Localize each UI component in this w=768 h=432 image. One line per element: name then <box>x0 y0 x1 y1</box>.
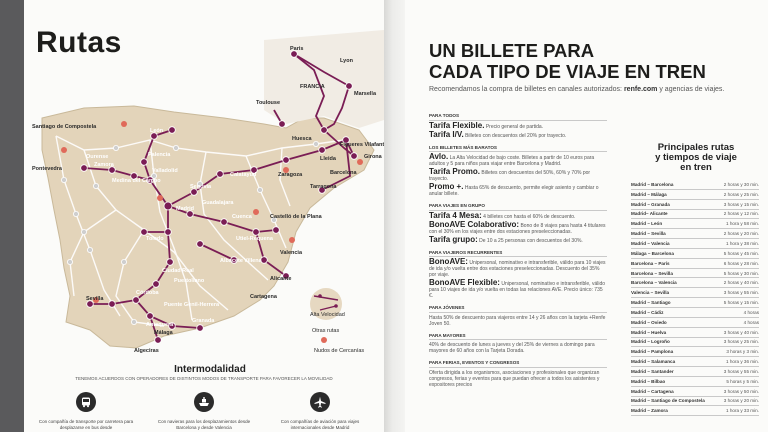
fare-item <box>429 184 607 197</box>
routes-table-title <box>633 143 759 173</box>
fare-desc: Unipersonal, nominativo e intransferible, válido para 10 viajes de ida y/o vuelta en todas las relaciones AVE. Precio único: 735 €. <box>429 281 606 299</box>
city-label: Figueres Vilafant <box>340 142 384 148</box>
route-time: 2 horas y 12 min. <box>723 211 759 217</box>
headline <box>429 40 706 82</box>
city-label: Granada <box>192 318 215 324</box>
city-label: Madrid <box>176 206 195 212</box>
route-name: Valencia – Sevilla <box>631 290 670 296</box>
table-row <box>631 278 759 288</box>
routes-table <box>631 180 759 416</box>
fare-item <box>429 259 607 278</box>
route-time: 1 hora y 58 min. <box>726 221 759 227</box>
fare-item <box>429 219 607 235</box>
route-time: 1 hora y 36 min. <box>726 359 759 365</box>
city-label: Guadalajara <box>202 200 234 206</box>
route-name: Madrid – Bilbao <box>631 378 666 384</box>
intro-text <box>429 86 724 93</box>
fare-desc: Hasta 65% de descuento, permite elegir asiento y cambiar o anular billete. <box>429 185 599 197</box>
table-row <box>631 387 759 397</box>
table-row <box>631 357 759 367</box>
table-row <box>631 200 759 210</box>
fare-name: Tarifa 4 Mesa: <box>429 210 482 220</box>
city-label: Albacete <box>220 258 243 264</box>
city-label: Castelló de la Plana <box>270 214 322 220</box>
route-name: Madrid – Cádiz <box>631 309 664 315</box>
city-label: Puente Genil-Herrera <box>164 302 220 308</box>
route-time: 3 horas y 40 min. <box>723 329 759 335</box>
table-row <box>631 308 759 318</box>
table-row <box>631 249 759 259</box>
bus-icon <box>76 392 96 412</box>
table-row <box>631 298 759 308</box>
city-label: Medina del Campo <box>112 178 161 184</box>
route-time: 2 horas y 40 min. <box>723 280 759 286</box>
route-time: 1 hora y 38 min. <box>726 240 759 246</box>
city-label: Ourense <box>86 154 109 160</box>
city-label: Girona <box>364 154 382 160</box>
table-row <box>631 229 759 239</box>
page-title: Rutas <box>36 26 122 59</box>
city-label: Huesca <box>292 136 312 142</box>
intermodal-note: TENEMOS ACUERDOS CON OPERADORES DE DISTINTOS MODOS DE TRANSPORTE PARA FAVORECER LA MOVILIDAD <box>75 376 333 381</box>
plane-icon <box>310 392 330 412</box>
route-time: 5 horas y 15 min. <box>723 300 759 306</box>
city-label: Zaragoza <box>278 172 303 178</box>
headline-line: UN BILLETE PARA <box>429 40 595 61</box>
legend-cercanias: Nudos de Cercanías <box>314 348 365 354</box>
route-time: 6 horas y 28 min. <box>723 260 759 266</box>
table-row <box>631 406 759 416</box>
route-time: 3 horas y 3 min. <box>726 349 759 355</box>
route-name: Madrid – Santiago de Compostela <box>631 398 705 404</box>
table-row <box>631 367 759 377</box>
route-time: 5 horas y 5 min. <box>726 378 759 384</box>
table-row <box>631 288 759 298</box>
table-row <box>631 347 759 357</box>
fare-desc: Unipersonal, nominativo e intransferible, válido para 10 viajes de ida y/o vuelta entre dos estaciones preseleccionadas. Descuento del 35% por viaje. <box>429 260 606 278</box>
fare-name: Avlo. <box>429 152 449 161</box>
section-header: PARA FERIAS, EVENTOS Y CONGRESOS <box>429 360 607 368</box>
route-name: Madrid – Salamanca <box>631 359 676 365</box>
fare-name: Promo +. <box>429 182 464 191</box>
city-label: Tarragona <box>310 184 337 190</box>
ship-caption: Con navieras para los desplazamientos desde Barcelona y desde Valencia <box>157 419 251 430</box>
table-title-line: Principales rutas <box>657 142 735 153</box>
section-header: LOS BILLETES MÁS BARATOS <box>429 145 607 153</box>
fare-name: BonoAVE: <box>429 257 468 266</box>
route-time: 3 horas y 15 min. <box>723 201 759 207</box>
section-text: 40% de descuento de lunes a jueves y del 25% de viernes a domingo para mayores de 60 años con la Tarjeta Dorada. <box>429 342 595 354</box>
table-row <box>631 338 759 348</box>
city-label: Puertollano <box>174 278 205 284</box>
france-area <box>264 30 384 128</box>
city-label: Segovia <box>190 184 212 190</box>
route-time: 2 horas y 20 min. <box>723 231 759 237</box>
route-name: Madrid – Logroño <box>631 339 670 345</box>
fare-desc: Bono de 8 viajes para hasta 4 titulares con el 30% en los viajes entre dos estaciones preseleccionadas. <box>429 222 606 235</box>
right-page <box>405 0 768 432</box>
table-title-line: y tiempos de viaje <box>655 152 737 163</box>
city-label: Ciudad Real <box>162 268 194 274</box>
table-row <box>631 219 759 229</box>
section-header: PARA TODOS <box>429 113 607 121</box>
intro-prefix: Recomendamos la compra de billetes en canales autorizados: <box>429 86 624 93</box>
route-name: Barcelona – Valencia <box>631 280 677 286</box>
section-text: Hasta 50% de descuento para viajeros entre 14 y 26 años con la tarjeta +Renfe Joven 50. <box>429 314 606 327</box>
route-name: Madrid – Valencia <box>631 240 670 246</box>
fare-name: BonoAVE Colaborativo: <box>429 219 520 229</box>
route-time: 3 horas y 55 min. <box>723 368 759 374</box>
city-label: Lleida <box>320 156 336 162</box>
legend-other-routes: Otras rutas <box>312 328 340 334</box>
city-label: Valencia <box>280 250 303 256</box>
route-name: Madrid – Granada <box>631 201 670 207</box>
section-header: PARA VIAJES EN GRUPO <box>429 203 607 211</box>
city-label: Algeciras <box>134 348 159 354</box>
table-row <box>631 210 759 220</box>
city-label: Cuenca <box>232 214 252 220</box>
book-spine <box>384 0 405 432</box>
city-label: Málaga <box>154 330 173 336</box>
route-time: 3 horas y 50 min. <box>723 388 759 394</box>
route-name: Madrid – Zamora <box>631 408 668 414</box>
fare-desc: Billetes con descuentos del 50%, 60% y 70% por trayecto. <box>429 170 591 182</box>
city-label: Cartagena <box>250 294 277 300</box>
city-label: Córdoba <box>136 290 159 296</box>
route-time: 2 horas y 25 min. <box>723 191 759 197</box>
route-name: Madrid – Sevilla <box>631 231 666 237</box>
table-row <box>631 190 759 200</box>
fare-item <box>429 120 607 130</box>
fare-item <box>429 210 607 220</box>
intro-suffix: y agencias de viajes. <box>657 86 725 93</box>
intro-site-link[interactable]: renfe.com <box>623 86 658 93</box>
route-time: 4 horas <box>743 309 759 315</box>
city-label: León <box>150 128 164 134</box>
country-label: FRANCIA <box>300 84 325 90</box>
route-name: Barcelona – Sevilla <box>631 270 673 276</box>
route-time: 5 horas y 30 min. <box>723 270 759 276</box>
route-name: Madrid – Málaga <box>631 191 667 197</box>
city-label: Barcelona <box>330 170 357 176</box>
fare-desc: 4 billetes con hasta el 60% de descuento. <box>481 213 576 220</box>
route-name: Madrid – Pamplona <box>631 349 674 355</box>
route-name: Barcelona – París <box>631 260 670 266</box>
route-time: 5 horas y 45 min. <box>723 250 759 256</box>
city-label: Sevilla <box>86 296 104 302</box>
plane-caption: Con compañías de aviación para viajes internacionales desde Madrid <box>280 419 360 430</box>
city-label: Pontevedra <box>32 166 62 172</box>
route-name: Madrid – Oviedo <box>631 319 667 325</box>
bus-caption: Con compañía de transporte por carretera para desplazarse en bus desde <box>38 419 134 430</box>
intermodal-title: Intermodalidad <box>174 364 246 375</box>
fare-item <box>429 154 607 167</box>
city-label: Utiel-Requena <box>236 236 273 242</box>
map-legend <box>310 288 364 354</box>
table-title-line: en tren <box>680 162 712 173</box>
table-row <box>631 269 759 279</box>
route-name: Madrid – Huelva <box>631 329 667 335</box>
table-row <box>631 259 759 269</box>
fare-desc: De 10 a 25 personas con descuentos del 30%. <box>477 237 583 244</box>
fare-name: Tarifa Promo. <box>429 167 480 176</box>
route-name: Málaga – Barcelona <box>631 250 674 256</box>
city-label: Toulouse <box>256 100 281 106</box>
route-name: Madrid – León <box>631 221 663 227</box>
legend-high-speed: Alta Velocidad <box>310 312 345 318</box>
city-label: Lyon <box>340 58 353 64</box>
table-row <box>631 328 759 338</box>
route-name: Madrid – Barcelona <box>631 181 674 187</box>
fares-column <box>429 113 607 390</box>
city-label: Palencia <box>148 152 171 158</box>
route-name: Madrid– Alicante <box>631 211 668 217</box>
fare-desc: Precio general de partida. <box>484 123 544 130</box>
route-name: Madrid – Santiago <box>631 300 671 306</box>
left-page <box>24 0 384 432</box>
route-time: 3 horas y 25 min. <box>723 339 759 345</box>
city-label: Alicante <box>270 276 292 282</box>
city-label: Antequera <box>146 322 174 328</box>
city-label: Toledo <box>146 236 164 242</box>
route-time: 3 horas y 55 min. <box>723 290 759 296</box>
section-header: PARA VIAJEROS RECURRENTES <box>429 250 607 258</box>
fare-name: Tarifa I/V. <box>429 129 464 139</box>
table-row <box>631 397 759 407</box>
city-label: Valladolid <box>152 168 178 174</box>
fare-item <box>429 234 607 244</box>
table-row <box>631 318 759 328</box>
section-text: Oferta dirigida a los organismos, asociaciones y profesionales que organizan congresos, ferias y eventos para que puedan ofrecer a todos los asistentes y expositores precios <box>429 369 600 388</box>
fare-item <box>429 129 607 139</box>
city-label: Marsella <box>354 91 377 97</box>
city-label: Calatayud <box>230 172 257 178</box>
route-name: Madrid – Santander <box>631 368 674 374</box>
fare-name: Tarifa Flexible. <box>429 120 485 130</box>
section-header: PARA MAYORES <box>429 333 607 341</box>
table-row <box>631 377 759 387</box>
fare-item <box>429 169 607 182</box>
route-time: 4 horas <box>743 319 759 325</box>
city-label: Santiago de Compostela <box>32 124 97 130</box>
section-header: PARA JÓVENES <box>429 305 607 313</box>
city-label: Paris <box>290 46 304 52</box>
route-time: 1 hora y 33 min. <box>726 408 759 414</box>
fare-item <box>429 280 607 299</box>
table-row <box>631 239 759 249</box>
route-time: 2 horas y 30 min. <box>723 181 759 187</box>
route-time: 3 horas y 20 min. <box>723 398 759 404</box>
table-row <box>631 180 759 190</box>
city-label: Zamora <box>94 162 114 168</box>
headline-line: CADA TIPO DE VIAJE EN TREN <box>429 61 706 82</box>
fare-name: BonoAVE Flexible: <box>429 278 500 287</box>
city-label: Villena <box>244 258 262 264</box>
fare-desc: Billetes con descuentos del 20% por trayecto. <box>463 132 567 139</box>
fare-name: Tarifa grupo: <box>429 234 478 244</box>
fare-desc: La Alta Velocidad de bajo coste. Billetes a partir de 10 euros para adultos y 5 para niños para viajar entre Barcelona y Madrid. <box>429 155 595 167</box>
route-name: Madrid – Cartagena <box>631 388 674 394</box>
ship-icon <box>194 392 214 412</box>
